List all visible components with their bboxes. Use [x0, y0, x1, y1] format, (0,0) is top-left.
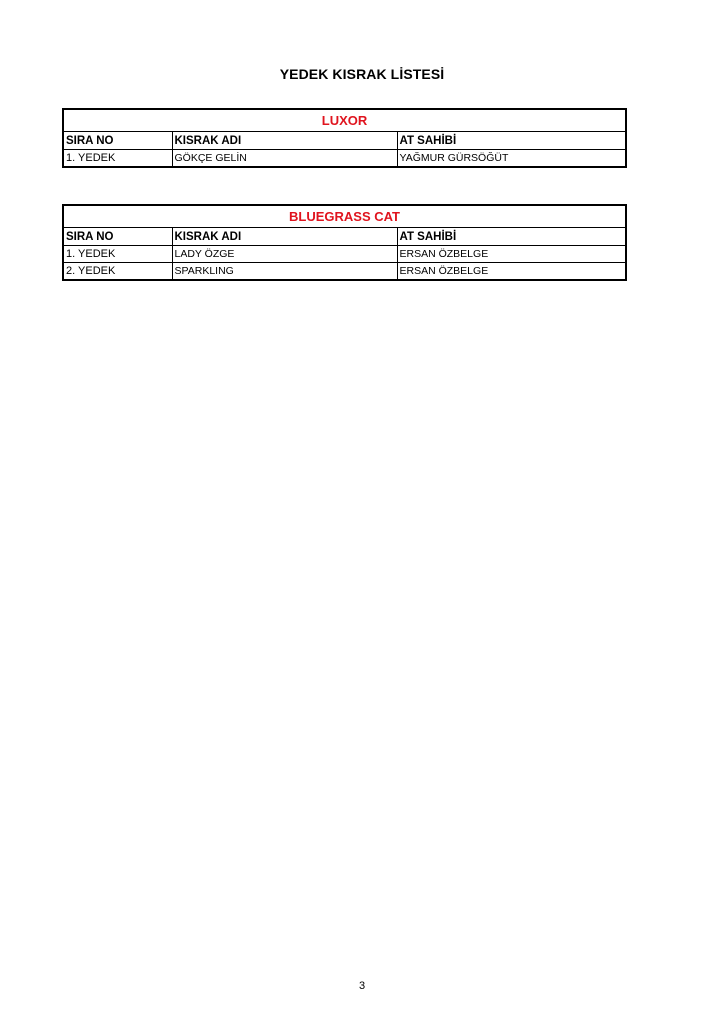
table-row: [63, 263, 626, 281]
cell-kisrak-adi: LADY ÖZGE: [172, 246, 397, 263]
stallion-name: BLUEGRASS CAT: [63, 205, 626, 228]
cell-at-sahibi: ERSAN ÖZBELGE: [397, 246, 626, 263]
column-header-at-sahibi: AT SAHİBİ: [397, 228, 626, 246]
column-header-sira-no: SIRA NO: [63, 228, 172, 246]
stallion-table-luxor: [62, 108, 627, 168]
cell-sira-no: 1. YEDEK: [63, 246, 172, 263]
cell-sira-no: 1. YEDEK: [63, 150, 172, 168]
page-title: YEDEK KISRAK LİSTESİ: [279, 66, 445, 82]
cell-sira-no: 2. YEDEK: [63, 263, 172, 281]
cell-kisrak-adi: SPARKLING: [172, 263, 397, 281]
page-number: 3: [358, 980, 366, 992]
column-header-kisrak-adi: KISRAK ADI: [172, 132, 397, 150]
cell-kisrak-adi: GÖKÇE GELİN: [172, 150, 397, 168]
column-header-sira-no: SIRA NO: [63, 132, 172, 150]
stallion-table-bluegrass-cat: [62, 204, 627, 281]
column-header-at-sahibi: AT SAHİBİ: [397, 132, 626, 150]
stallion-name: LUXOR: [63, 109, 626, 132]
column-header-kisrak-adi: KISRAK ADI: [172, 228, 397, 246]
table-row: [63, 246, 626, 263]
table-row: [63, 150, 626, 168]
cell-at-sahibi: ERSAN ÖZBELGE: [397, 263, 626, 281]
cell-at-sahibi: YAĞMUR GÜRSÖĞÜT: [397, 150, 626, 168]
